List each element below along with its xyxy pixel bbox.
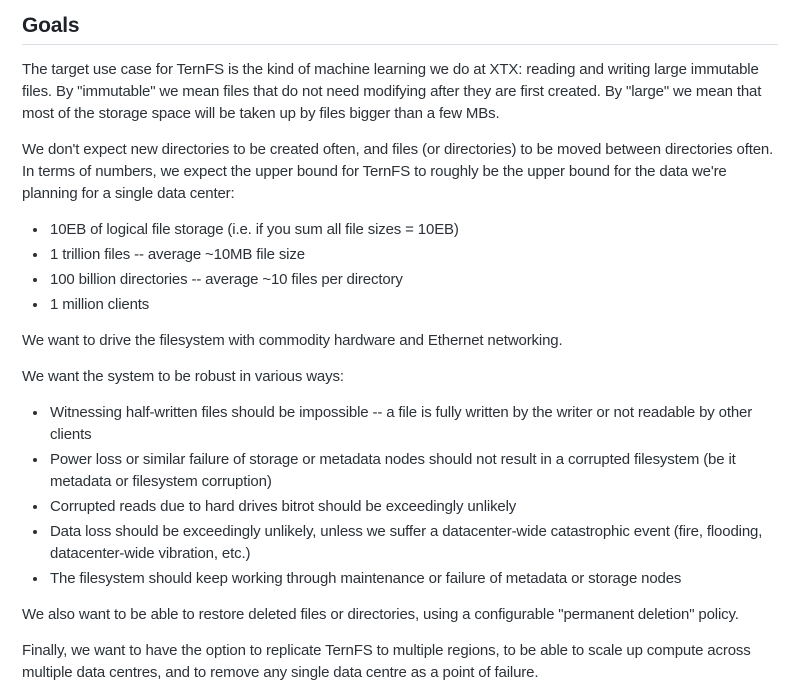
list-item: • 1 million clients (48, 294, 778, 316)
list-item: • Witnessing half-written files should be impossible -- a file is fully written by the writer or not readable by other clients (48, 402, 778, 446)
list-item: • 1 trillion files -- average ~10MB file size (48, 244, 778, 266)
paragraph-replication: Finally, we want to have the option to replicate TernFS to multiple regions, to be able to scale up compute across multiple data centres, and to remove any single data centre as a point of failure. (22, 642, 751, 681)
list-item: • Power loss or similar failure of storage or metadata nodes should not result in a corrupted filesystem (be it metadata or filesystem corruption) (48, 449, 778, 493)
paragraph-upper-bounds-intro: We don't expect new directories to be created often, and files (or directories) to be moved between directories often. In terms of numbers, we expect the upper bound for TernFS to roughly be the upper bound for the data we're planning for a single data center: (22, 141, 774, 202)
list-item: • 10EB of logical file storage (i.e. if you sum all file sizes = 10EB) (48, 219, 778, 241)
paragraph-permanent-deletion: We also want to be able to restore deleted files or directories, using a configurable "permanent deletion" policy. (22, 606, 739, 623)
section-heading-goals: Goals (22, 13, 778, 45)
list-item: • Data loss should be exceedingly unlikely, unless we suffer a datacenter-wide catastrophic event (fire, flooding, datacenter-wide vibration, etc.) (48, 521, 778, 565)
paragraph-robustness-intro: We want the system to be robust in various ways: (22, 368, 344, 385)
list-item: • Corrupted reads due to hard drives bitrot should be exceedingly unlikely (48, 496, 778, 518)
capacity-list (22, 219, 778, 316)
paragraph-commodity-hardware: We want to drive the filesystem with commodity hardware and Ethernet networking. (22, 332, 563, 349)
robustness-list (22, 402, 778, 590)
paragraph-use-case: The target use case for TernFS is the kind of machine learning we do at XTX: reading and writing large immutable files. By "immutable" we mean files that do not need modifying after they are first created. By "large" we mean that most of the storage space will be taken up by files bigger than a few MBs. (22, 61, 762, 122)
list-item: • 100 billion directories -- average ~10 files per directory (48, 269, 778, 291)
list-item: • The filesystem should keep working through maintenance or failure of metadata or storage nodes (48, 568, 778, 590)
